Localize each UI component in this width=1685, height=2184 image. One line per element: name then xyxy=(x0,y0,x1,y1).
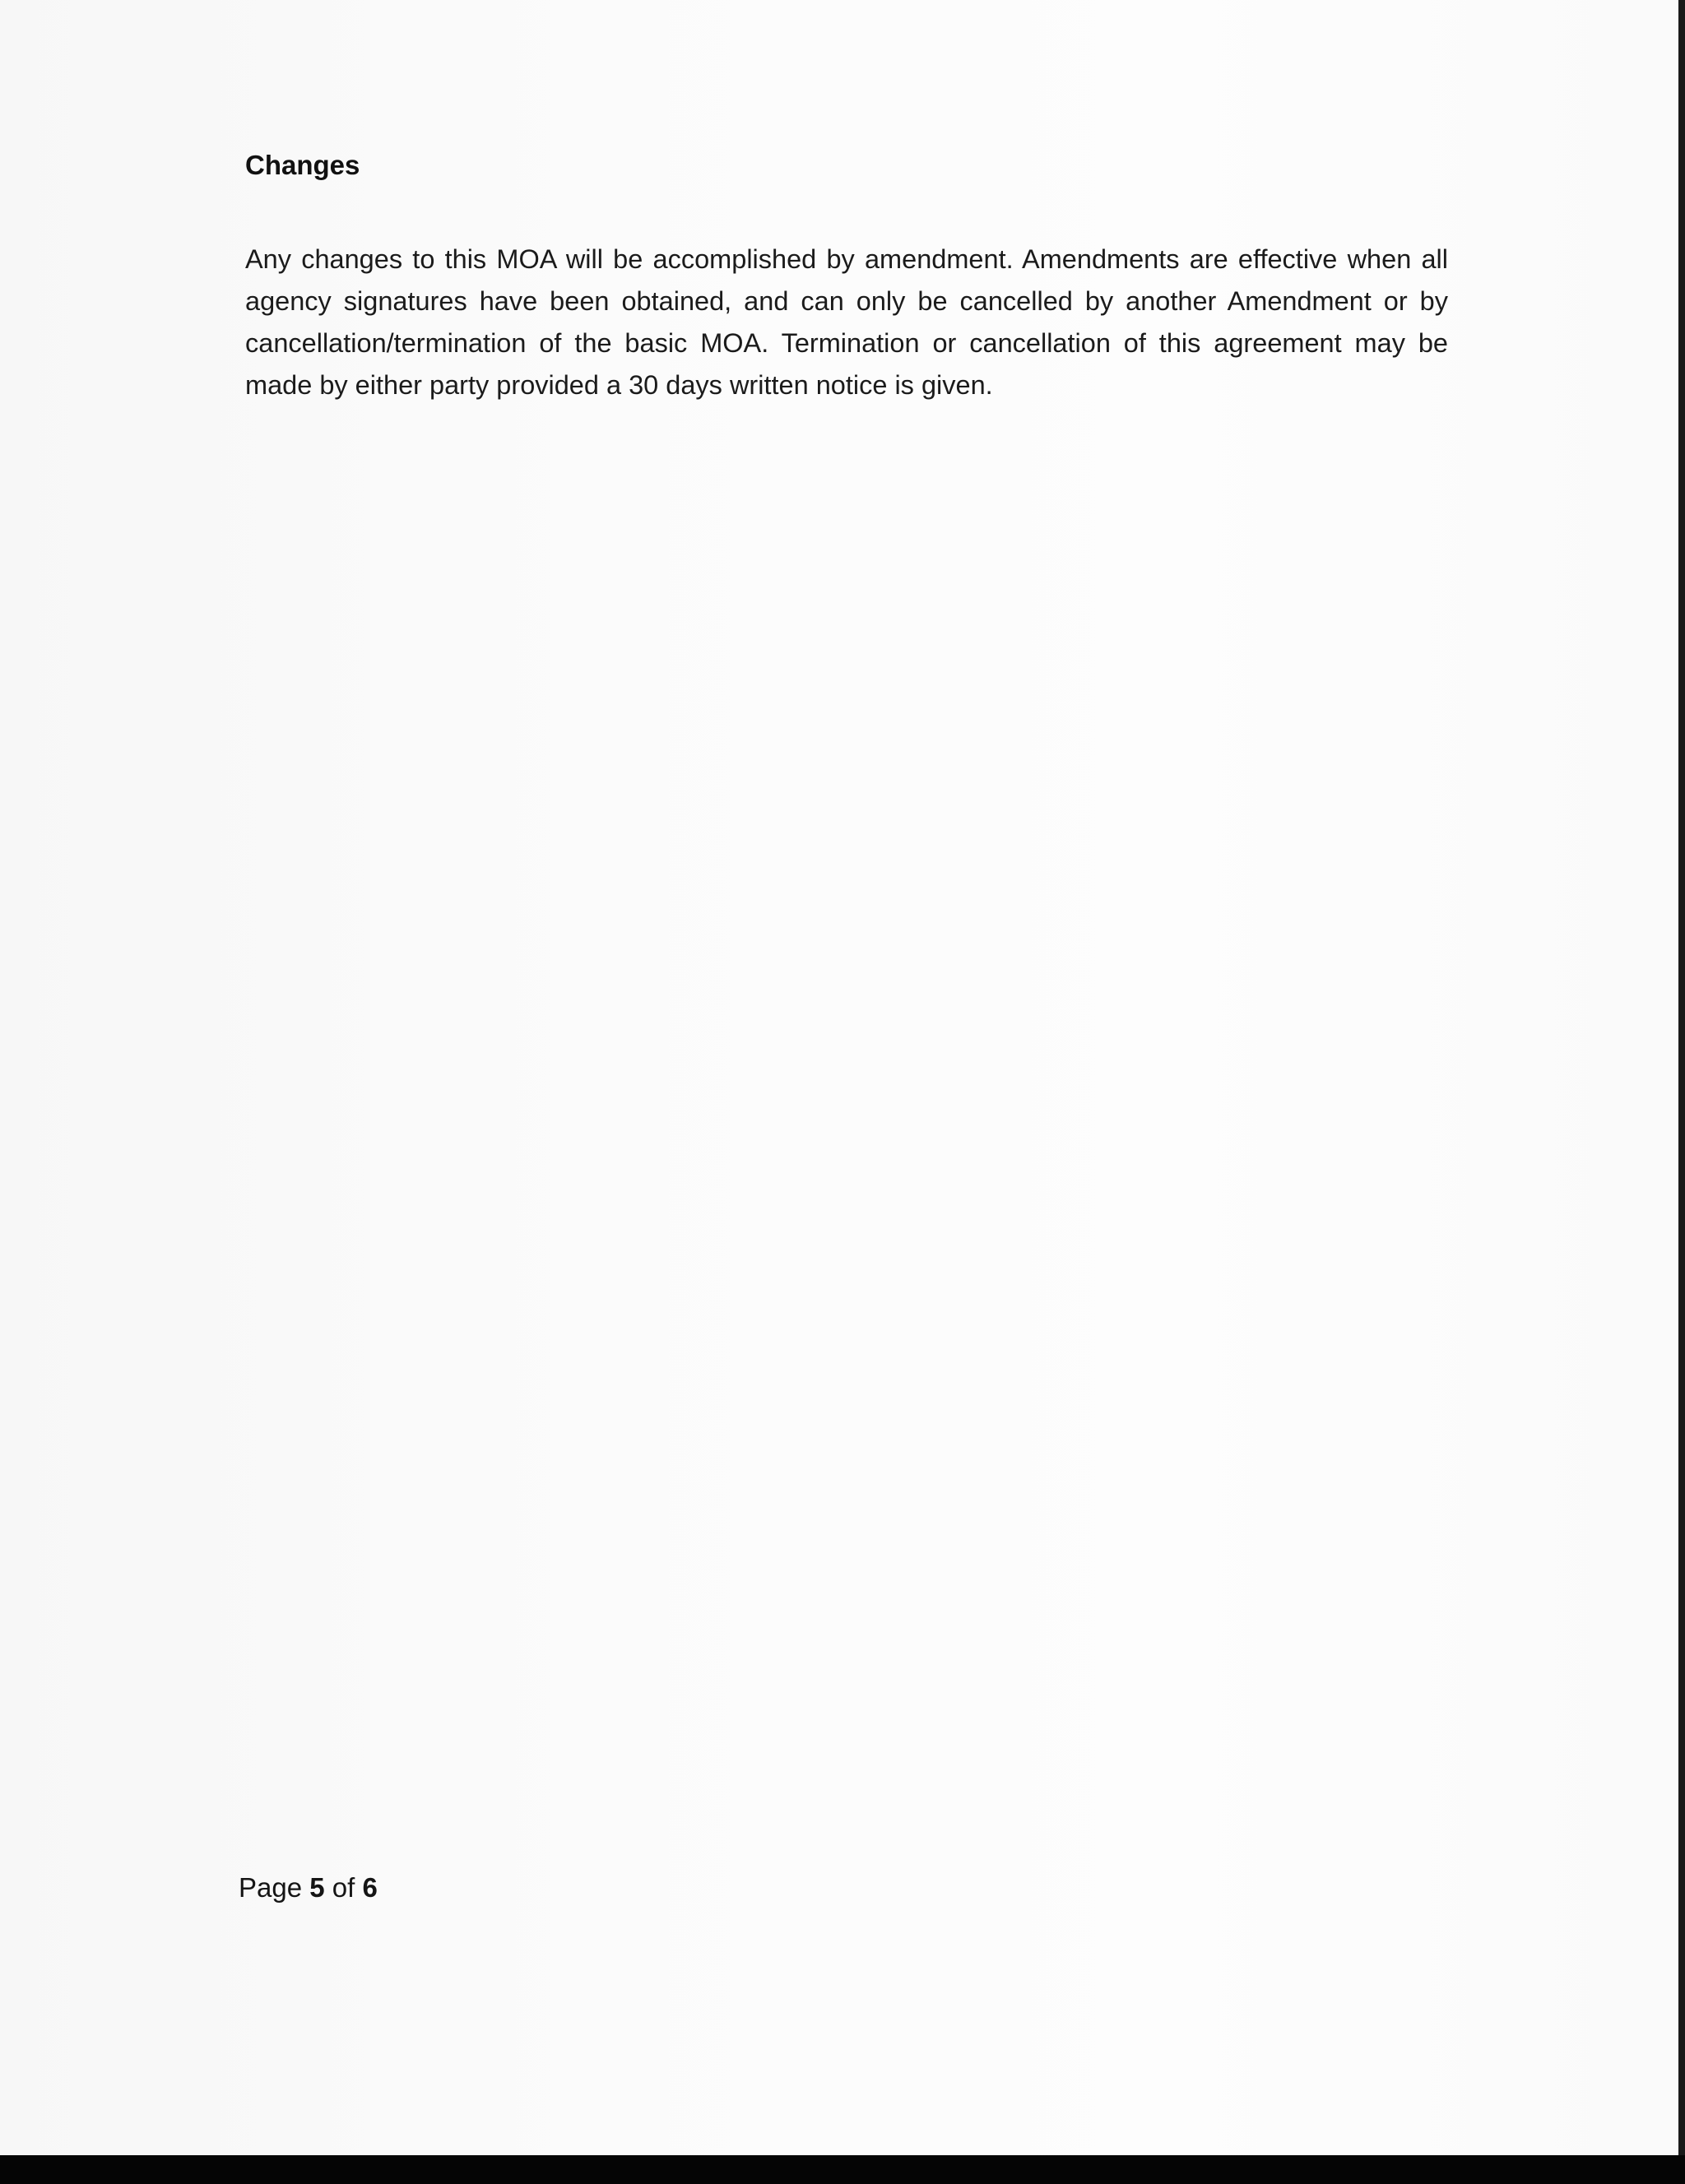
scan-right-edge xyxy=(1678,0,1685,2184)
footer-current-page: 5 xyxy=(309,1872,325,1903)
footer-total-pages: 6 xyxy=(362,1872,378,1903)
section-paragraph: Any changes to this MOA will be accomplished by amendment. Amendments are effective when all agency signatures have been obtained, and can only be cancelled by another Amendment or by cancellation/termination of the basic MOA. Termination or cancellation of this agreement may be made by either party provided a 30 days written notice is given. xyxy=(245,244,1448,400)
page-number-footer xyxy=(239,1872,378,1903)
footer-of-word: of xyxy=(332,1872,355,1903)
footer-page-word: Page xyxy=(239,1872,303,1903)
scan-bottom-bar xyxy=(0,2155,1685,2184)
section-heading: Changes xyxy=(245,150,360,180)
